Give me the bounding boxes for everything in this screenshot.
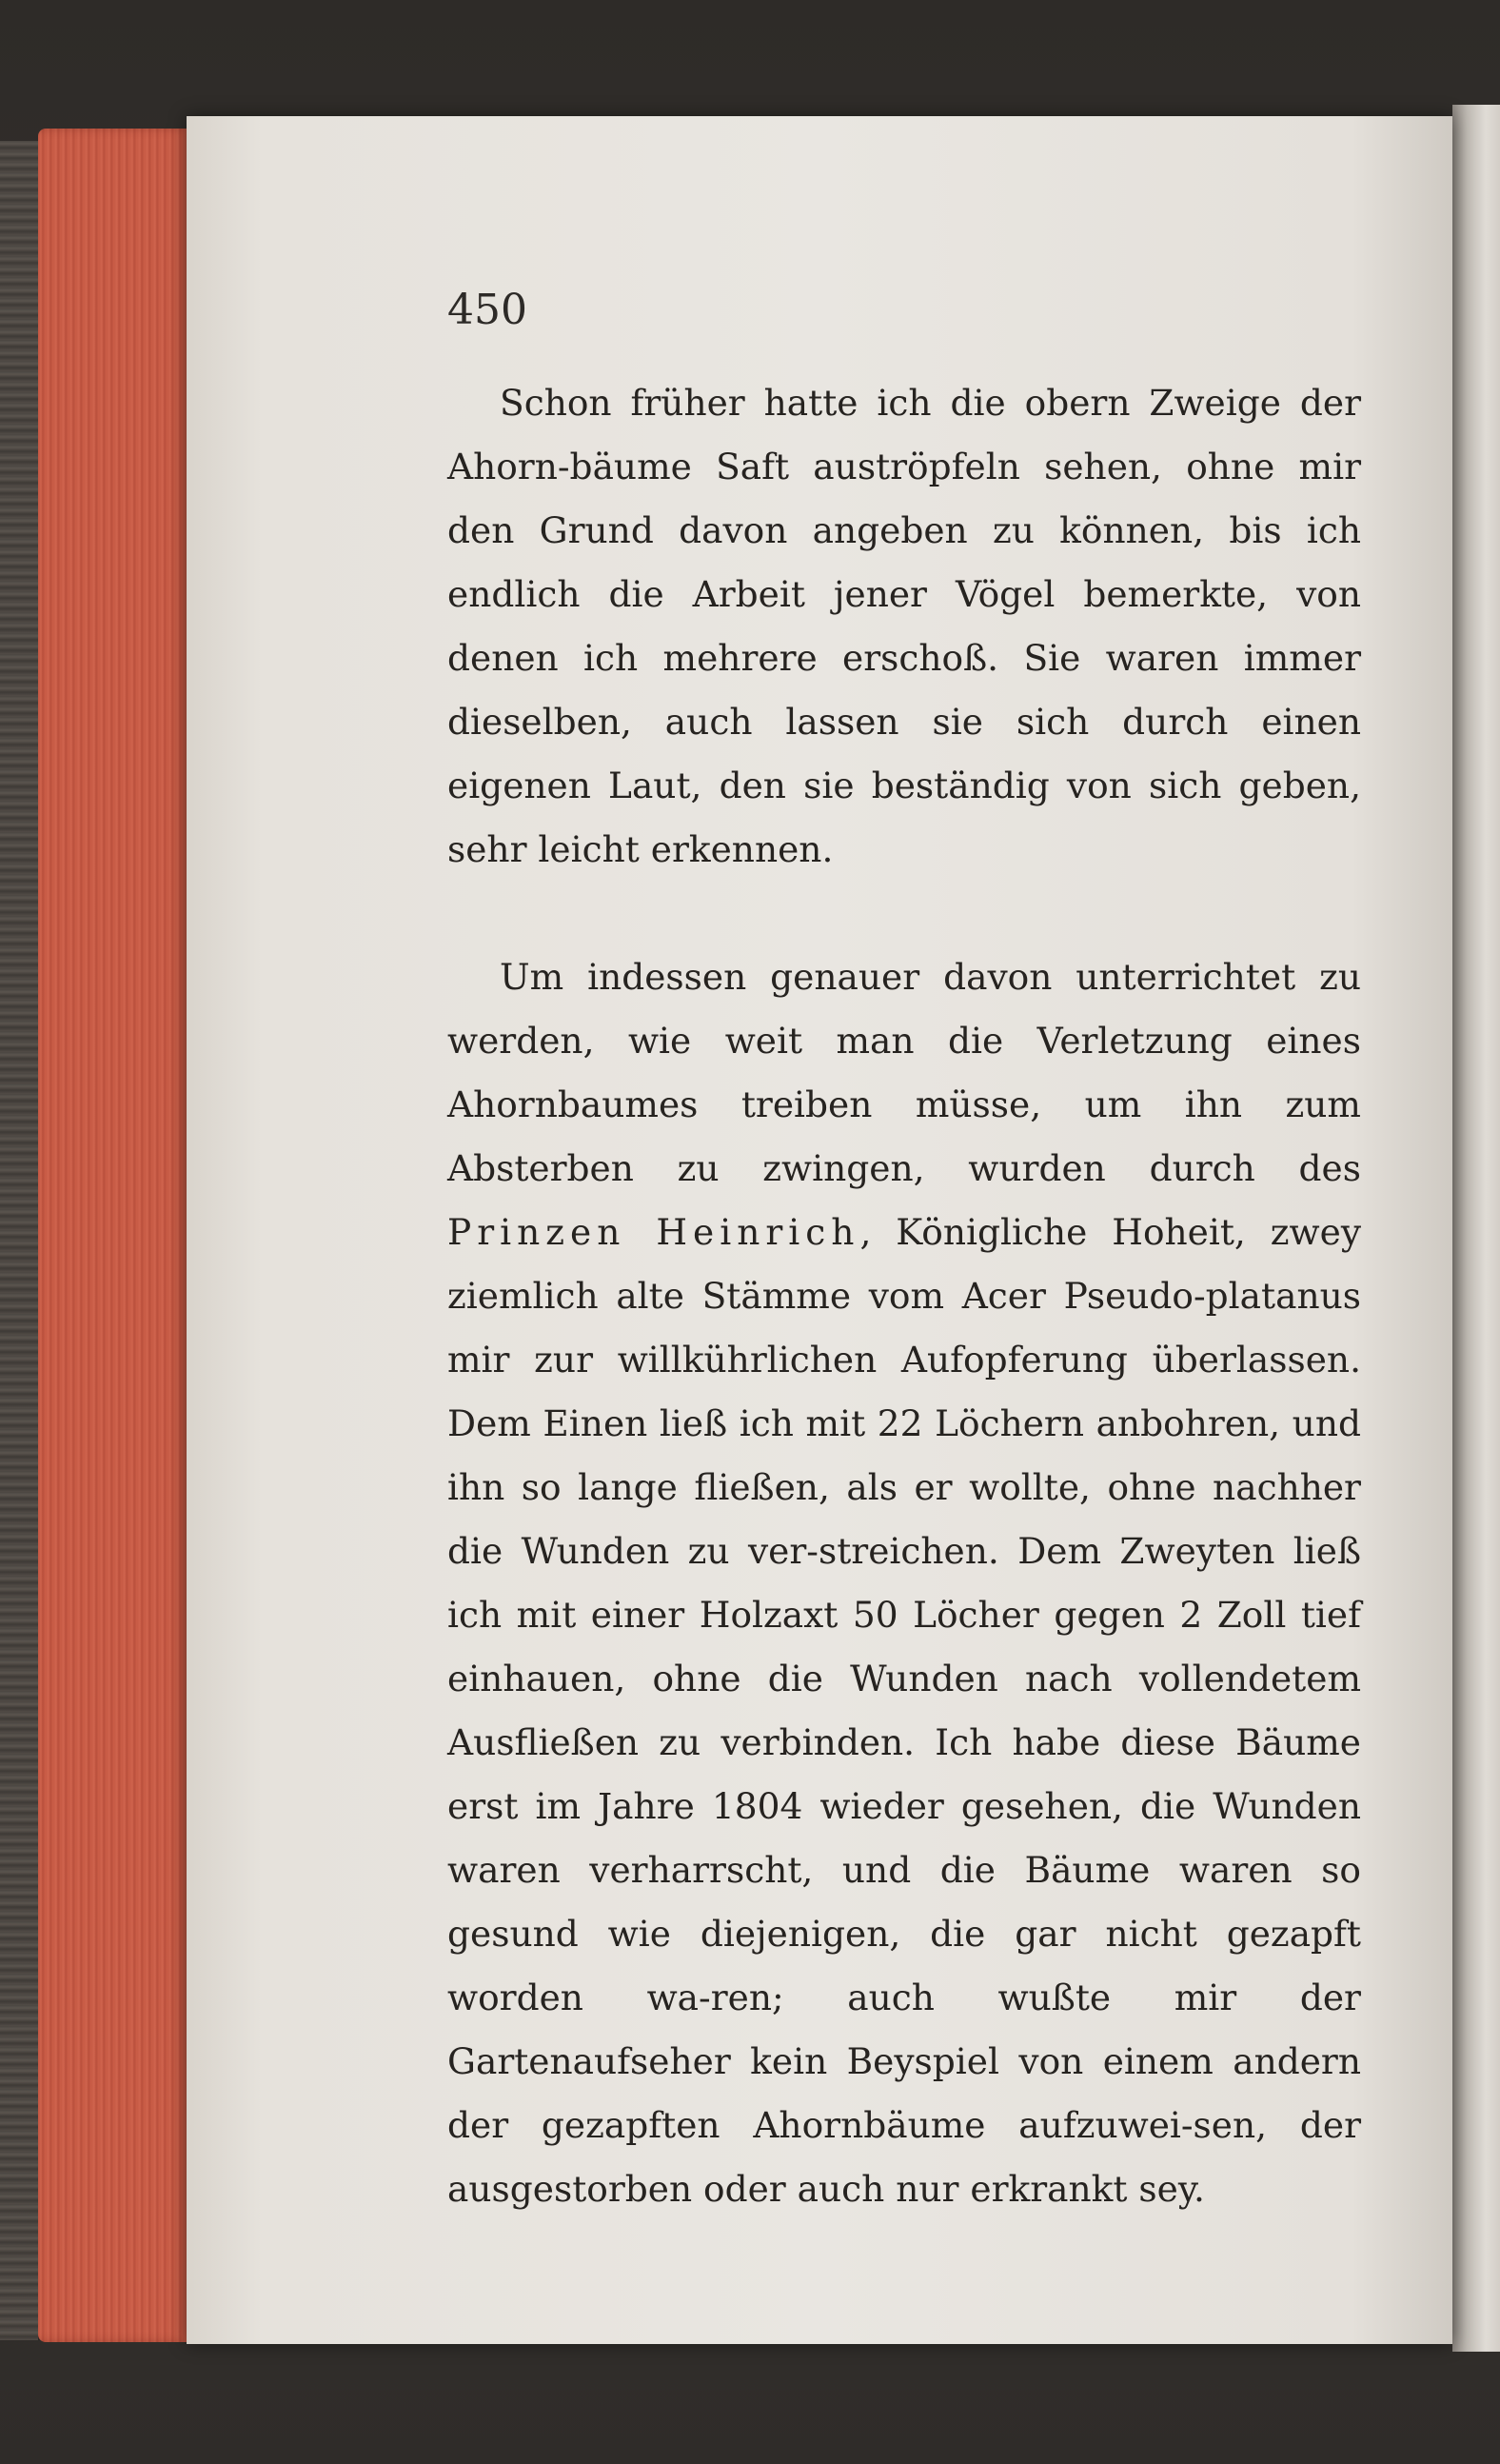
page-number: 450 [447, 286, 527, 334]
paragraph-2-rest: , Königliche Hoheit, zwey ziemlich alte Stämme vom Acer Pseudo-platanus mir zur willkührlichen Aufopferung überlassen. Dem Einen ließ ich mit 22 Löchern anbohren, und ihn so lange fließen, als er wollte, ohne nachher die Wunden zu ver-streichen. Dem Zweyten ließ ich mit einer Holzaxt 50 Löcher gegen 2 Zoll tief einhauen, ohne die Wunden nach vollendetem Ausfließen zu verbinden. Ich habe diese Bäume erst im Jahre 1804 wieder gesehen, die Wunden waren verharrscht, und die Bäume waren so gesund wie diejenigen, die gar nicht gezapft worden wa-ren; auch wußte mir der Gartenaufseher kein Beyspiel von einem andern der gezapften Ahornbäume aufzuwei-sen, der ausgestorben oder auch nur erkrankt sey. [447, 1211, 1362, 2210]
body-text [447, 371, 1361, 2221]
book-cover-edge [0, 141, 40, 2340]
paragraph-2 [447, 945, 1361, 2221]
red-page-edges [38, 129, 190, 2342]
name-prince-heinrich: Prinzen Heinrich [447, 1211, 860, 1253]
paragraph-2-start: Um indessen genauer davon unterrichtet zu werden, wie weit man die Verletzung eines Ahornbaumes treiben müsse, um ihn zum Absterben zu zwingen, wurden durch des [447, 956, 1361, 1189]
facing-page-gutter [1452, 105, 1500, 2352]
paragraph-1: Schon früher hatte ich die obern Zweige der Ahorn-bäume Saft auströpfeln sehen, ohne mir den Grund davon angeben zu können, bis ich endlich die Arbeit jener Vögel bemerkte, von denen ich mehrere erschoß. Sie waren immer dieselben, auch lassen sie sich durch einen eigenen Laut, den sie beständig von sich geben, sehr leicht erkennen. [447, 382, 1361, 870]
